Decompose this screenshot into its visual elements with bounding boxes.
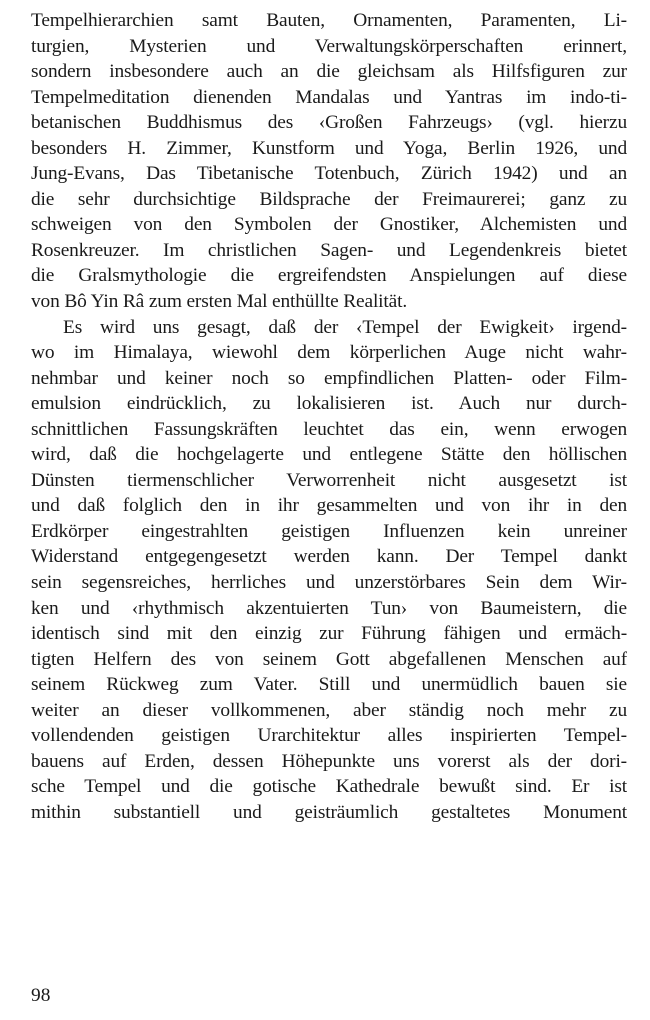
text-line: weiter an dieser vollkommenen, aber ständig noch mehr zu xyxy=(31,699,627,721)
text-line: Tempelhierarchien samt Bauten, Ornamenten, Paramenten, Li- xyxy=(31,10,627,31)
text-line: wo im Himalaya, wiewohl dem körperlichen Auge nicht wahr- xyxy=(31,342,627,364)
text-line: Widerstand entgegengesetzt werden kann. Der Tempel dankt xyxy=(31,546,627,568)
text-line: Tempelmeditation dienenden Mandalas und Yantras im indo-ti- xyxy=(31,86,627,108)
text-line: Dünsten tiermenschlicher Verworrenheit nicht ausgesetzt ist xyxy=(31,469,627,491)
text-line: Es wird uns gesagt, daß der ‹Tempel der Ewigkeit› irgend- xyxy=(63,316,627,338)
text-line: sondern insbesondere auch an die gleichsam als Hilfsfiguren zur xyxy=(31,61,627,83)
text-line: Rosenkreuzer. Im christlichen Sagen- und Legendenkreis bietet xyxy=(31,239,627,261)
text-line: schnittlichen Fassungskräften leuchtet das ein, wenn erwogen xyxy=(31,418,627,440)
page-number: 98 xyxy=(31,985,51,1006)
text-line: die Gralsmythologie die ergreifendsten Anspielungen auf diese xyxy=(31,265,627,287)
text-line: wird, daß die hochgelagerte und entlegene Stätte den höllischen xyxy=(31,444,627,466)
text-line: turgien, Mysterien und Verwaltungskörperschaften erinnert, xyxy=(31,35,627,57)
paragraph-2 xyxy=(31,315,627,826)
text-line: Jung-Evans, Das Tibetanische Totenbuch, Zürich 1942) und an xyxy=(31,163,627,185)
text-line: sche Tempel und die gotische Kathedrale bewußt sind. Er ist xyxy=(31,776,627,798)
text-line: vollendenden geistigen Urarchitektur alles inspirierten Tempel- xyxy=(31,725,627,747)
paragraph-1 xyxy=(31,8,627,315)
text-line: schweigen von den Symbolen der Gnostiker, Alchemisten und xyxy=(31,214,627,236)
text-line: ken und ‹rhythmisch akzentuierten Tun› von Baumeistern, die xyxy=(31,597,627,619)
text-line: sein segensreiches, herrliches und unzerstörbares Sein dem Wir- xyxy=(31,572,627,594)
text-line: mithin substantiell und geisträumlich gestaltetes Monument xyxy=(31,801,627,823)
text-line: von Bô Yin Râ zum ersten Mal enthüllte Realität. xyxy=(31,291,408,313)
body-text xyxy=(31,8,627,826)
text-line: bauens auf Erden, dessen Höhepunkte uns vorerst als der dori- xyxy=(31,750,627,772)
text-line: tigten Helfern des von seinem Gott abgefallenen Menschen auf xyxy=(31,648,627,670)
text-line: Erdkörper eingestrahlten geistigen Influenzen kein unreiner xyxy=(31,520,627,542)
text-line: besonders H. Zimmer, Kunstform und Yoga, Berlin 1926, und xyxy=(31,137,627,159)
text-line: nehmbar und keiner noch so empfindlichen Platten- oder Film- xyxy=(31,367,627,389)
text-line: die sehr durchsichtige Bildsprache der Freimaurerei; ganz zu xyxy=(31,188,627,210)
text-line: seinem Rückweg zum Vater. Still und unermüdlich bauen sie xyxy=(31,674,627,696)
text-line: und daß folglich den in ihr gesammelten und von ihr in den xyxy=(31,495,627,517)
text-line: identisch sind mit den einzig zur Führung fähigen und ermäch- xyxy=(31,623,627,645)
text-line: betanischen Buddhismus des ‹Großen Fahrzeugs› (vgl. hierzu xyxy=(31,112,627,134)
text-line: emulsion eindrücklich, zu lokalisieren ist. Auch nur durch- xyxy=(31,393,627,415)
